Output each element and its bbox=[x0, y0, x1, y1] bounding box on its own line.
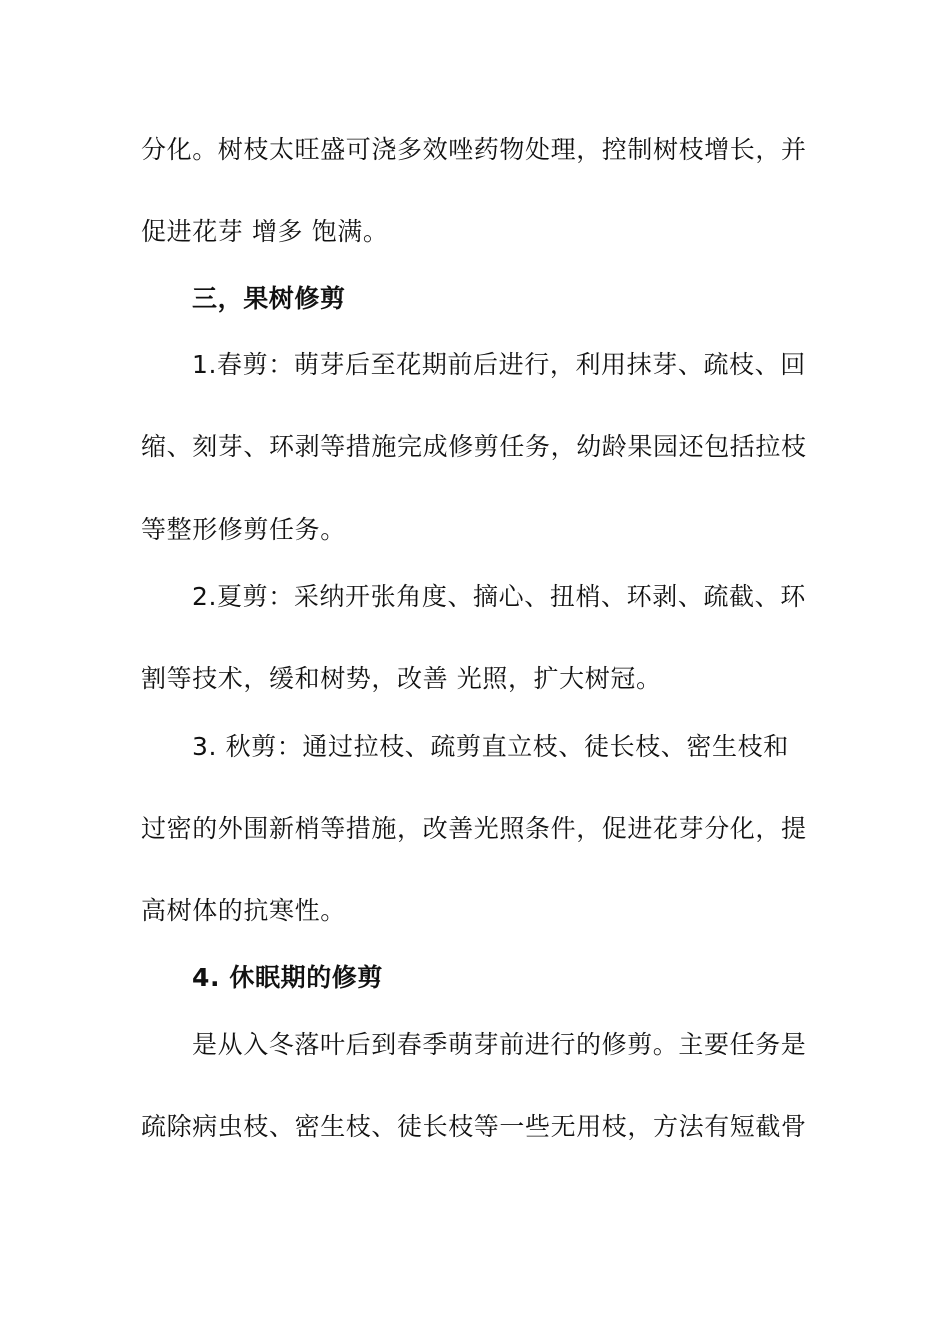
paragraph-line: 过密的外围新梢等措施，改善光照条件，促进花芽分化，提 bbox=[141, 814, 807, 843]
paragraph-line: 割等技术，缓和树势，改善 光照，扩大树冠。 bbox=[141, 664, 662, 693]
paragraph-line: 等整形修剪任务。 bbox=[141, 515, 346, 544]
paragraph-line: 疏除病虫枝、密生枝、徒长枝等一些无用枝，方法有短截骨 bbox=[141, 1112, 807, 1141]
subsection-heading: 4. 休眠期的修剪 bbox=[192, 963, 383, 992]
paragraph-line: 高树体的抗寒性。 bbox=[141, 896, 346, 925]
paragraph-line: 分化。树枝太旺盛可浇多效唑药物处理，控制树枝增长，并 bbox=[141, 135, 807, 164]
paragraph-line: 是从入冬落叶后到春季萌芽前进行的修剪。主要任务是 bbox=[192, 1030, 807, 1059]
paragraph-line: 缩、刻芽、环剥等措施完成修剪任务，幼龄果园还包括拉枝 bbox=[141, 432, 807, 461]
paragraph-line: 1.春剪：萌芽后至花期前后进行，利用抹芽、疏枝、回 bbox=[192, 350, 806, 379]
section-heading: 三，果树修剪 bbox=[192, 284, 346, 313]
paragraph-line: 促进花芽 增多 饱满。 bbox=[141, 217, 389, 246]
paragraph-line: 2.夏剪：采纳开张角度、摘心、扭梢、环剥、疏截、环 bbox=[192, 582, 806, 611]
paragraph-line: 3. 秋剪：通过拉枝、疏剪直立枝、徒长枝、密生枝和 bbox=[192, 732, 789, 761]
